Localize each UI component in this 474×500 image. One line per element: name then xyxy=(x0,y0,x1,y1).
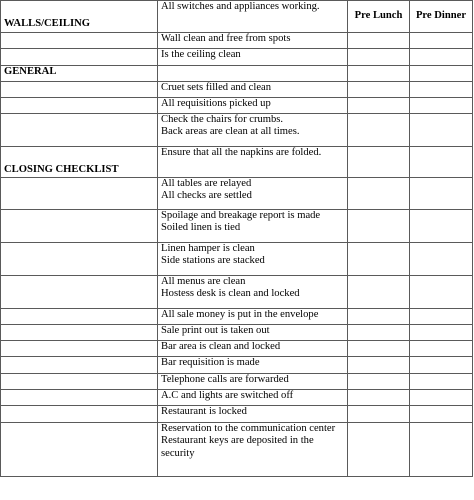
label-cell xyxy=(1,276,158,309)
pre-dinner-check-cell[interactable] xyxy=(410,33,473,49)
item-cell xyxy=(158,243,348,276)
label-cell xyxy=(1,98,158,114)
checklist-row xyxy=(1,82,473,98)
item-cell xyxy=(158,178,348,210)
pre-lunch-check-cell[interactable] xyxy=(348,309,410,325)
checklist-item-text: All switches and appliances working. xyxy=(161,1,320,12)
section-label xyxy=(1,66,158,82)
pre-dinner-check-cell[interactable] xyxy=(410,210,473,243)
checklist-row xyxy=(1,210,473,243)
item-cell xyxy=(158,114,348,147)
pre-dinner-check-cell[interactable] xyxy=(410,423,473,477)
checklist-item-text: Back areas are clean at all times. xyxy=(161,126,300,138)
checklist-item-text: All requisitions picked up xyxy=(161,98,271,109)
checklist-item-text: Spoilage and breakage report is made xyxy=(161,210,321,221)
checklist-item-text: Side stations are stacked xyxy=(161,255,265,267)
item-cell xyxy=(158,210,348,243)
checklist-item-text: Wall clean and free from spots xyxy=(161,33,291,44)
pre-dinner-check-cell[interactable] xyxy=(410,309,473,325)
label-cell xyxy=(1,341,158,357)
closing-checklist-label: CLOSING CHECKLIST xyxy=(4,163,119,175)
checklist-row xyxy=(1,178,473,210)
checklist-item-text: Restaurant is locked xyxy=(161,406,247,417)
item-cell xyxy=(158,309,348,325)
checklist-row xyxy=(1,341,473,357)
pre-dinner-check-cell[interactable] xyxy=(410,82,473,98)
item-cell xyxy=(158,33,348,49)
item-cell xyxy=(158,357,348,374)
checklist-row xyxy=(1,114,473,147)
checklist-row xyxy=(1,276,473,309)
checklist-row xyxy=(1,390,473,406)
checklist-item-text: Reservation to the communication center xyxy=(161,423,336,434)
label-cell xyxy=(1,357,158,374)
pre-dinner-check-cell[interactable] xyxy=(410,390,473,406)
pre-dinner-check-cell[interactable] xyxy=(410,1,473,33)
label-cell xyxy=(1,374,158,390)
walls-ceiling-label: WALLS/CEILING xyxy=(4,17,90,29)
label-cell xyxy=(1,210,158,243)
checklist-item-text: All menus are clean xyxy=(161,276,246,287)
checklist-item-text: All tables are relayed xyxy=(161,178,252,189)
checklist-item-text: A.C and lights are switched off xyxy=(161,390,294,401)
item-cell xyxy=(158,406,348,423)
pre-lunch-check-cell[interactable] xyxy=(348,33,410,49)
checklist-row xyxy=(1,423,473,477)
item-cell xyxy=(158,49,348,66)
checklist-row xyxy=(1,406,473,423)
checklist-item-text: Cruet sets filled and clean xyxy=(161,82,272,93)
pre-lunch-check-cell[interactable] xyxy=(348,114,410,147)
pre-dinner-check-cell[interactable] xyxy=(410,114,473,147)
pre-dinner-header: Pre Dinner xyxy=(415,10,467,22)
label-cell xyxy=(1,423,158,477)
pre-dinner-check-cell[interactable] xyxy=(410,374,473,390)
label-cell xyxy=(1,114,158,147)
checklist-row xyxy=(1,309,473,325)
item-cell xyxy=(158,276,348,309)
checklist-row xyxy=(1,66,473,82)
label-cell xyxy=(1,309,158,325)
label-cell xyxy=(1,178,158,210)
checklist-item-text: Check the chairs for crumbs. xyxy=(161,114,284,125)
label-cell xyxy=(1,33,158,49)
pre-dinner-check-cell[interactable] xyxy=(410,276,473,309)
pre-dinner-check-cell[interactable] xyxy=(410,66,473,82)
pre-lunch-check-cell[interactable] xyxy=(348,374,410,390)
pre-lunch-check-cell[interactable] xyxy=(348,276,410,309)
checklist-item-text: Ensure that all the napkins are folded. xyxy=(161,147,322,158)
checklist-item-text: All checks are settled xyxy=(161,190,252,202)
label-cell xyxy=(1,390,158,406)
checklist-item-text: Telephone calls are forwarded xyxy=(161,374,289,385)
checklist-item-text: Soiled linen is tied xyxy=(161,222,241,234)
checklist-item-text: Bar area is clean and locked xyxy=(161,341,281,352)
pre-lunch-check-cell[interactable] xyxy=(348,82,410,98)
item-cell xyxy=(158,66,348,82)
item-cell xyxy=(158,1,348,33)
checklist-row xyxy=(1,1,473,33)
item-cell xyxy=(158,98,348,114)
checklist-row xyxy=(1,98,473,114)
checklist-item-text: Hostess desk is clean and locked xyxy=(161,288,300,300)
item-cell xyxy=(158,374,348,390)
pre-lunch-check-cell[interactable] xyxy=(348,147,410,178)
pre-dinner-check-cell[interactable] xyxy=(410,49,473,66)
label-cell xyxy=(1,243,158,276)
pre-lunch-check-cell[interactable] xyxy=(348,178,410,210)
checklist-row xyxy=(1,357,473,374)
checklist-row xyxy=(1,33,473,49)
item-cell xyxy=(158,423,348,477)
pre-lunch-check-cell[interactable] xyxy=(348,423,410,477)
pre-dinner-check-cell[interactable] xyxy=(410,341,473,357)
pre-lunch-check-cell[interactable] xyxy=(348,98,410,114)
checklist-row xyxy=(1,325,473,341)
item-cell xyxy=(158,325,348,341)
pre-dinner-check-cell[interactable] xyxy=(410,357,473,374)
label-cell xyxy=(1,82,158,98)
pre-lunch-check-cell[interactable] xyxy=(348,1,410,33)
checklist-item-text: Is the ceiling clean xyxy=(161,49,241,60)
item-cell xyxy=(158,82,348,98)
pre-dinner-check-cell[interactable] xyxy=(410,325,473,341)
checklist-item-text: Linen hamper is clean xyxy=(161,243,255,254)
pre-lunch-check-cell[interactable] xyxy=(348,357,410,374)
checklist-item-text: Bar requisition is made xyxy=(161,357,260,368)
checklist-item-text: Restaurant keys are deposited in the security xyxy=(161,435,314,459)
pre-dinner-check-cell[interactable] xyxy=(410,178,473,210)
label-cell xyxy=(1,1,158,33)
item-cell xyxy=(158,341,348,357)
checklist-item-text: All sale money is put in the envelope xyxy=(161,309,319,320)
pre-dinner-check-cell[interactable] xyxy=(410,98,473,114)
pre-lunch-header: Pre Lunch xyxy=(354,10,403,22)
pre-dinner-check-cell[interactable] xyxy=(410,243,473,276)
label-cell xyxy=(1,325,158,341)
item-cell xyxy=(158,390,348,406)
label-cell xyxy=(1,406,158,423)
section-title: GENERAL xyxy=(4,66,57,77)
pre-dinner-check-cell[interactable] xyxy=(410,406,473,423)
pre-lunch-check-cell[interactable] xyxy=(348,210,410,243)
checklist-row xyxy=(1,374,473,390)
item-cell xyxy=(158,147,348,178)
label-cell xyxy=(1,49,158,66)
pre-dinner-check-cell[interactable] xyxy=(410,147,473,178)
pre-lunch-check-cell[interactable] xyxy=(348,49,410,66)
checklist-row xyxy=(1,49,473,66)
pre-lunch-check-cell[interactable] xyxy=(348,390,410,406)
pre-lunch-check-cell[interactable] xyxy=(348,66,410,82)
checklist-row xyxy=(1,147,473,178)
checklist-row xyxy=(1,243,473,276)
checklist-item-text: Sale print out is taken out xyxy=(161,325,270,336)
pre-lunch-check-cell[interactable] xyxy=(348,325,410,341)
pre-lunch-check-cell[interactable] xyxy=(348,341,410,357)
label-cell xyxy=(1,147,158,178)
pre-lunch-check-cell[interactable] xyxy=(348,243,410,276)
pre-lunch-check-cell[interactable] xyxy=(348,406,410,423)
